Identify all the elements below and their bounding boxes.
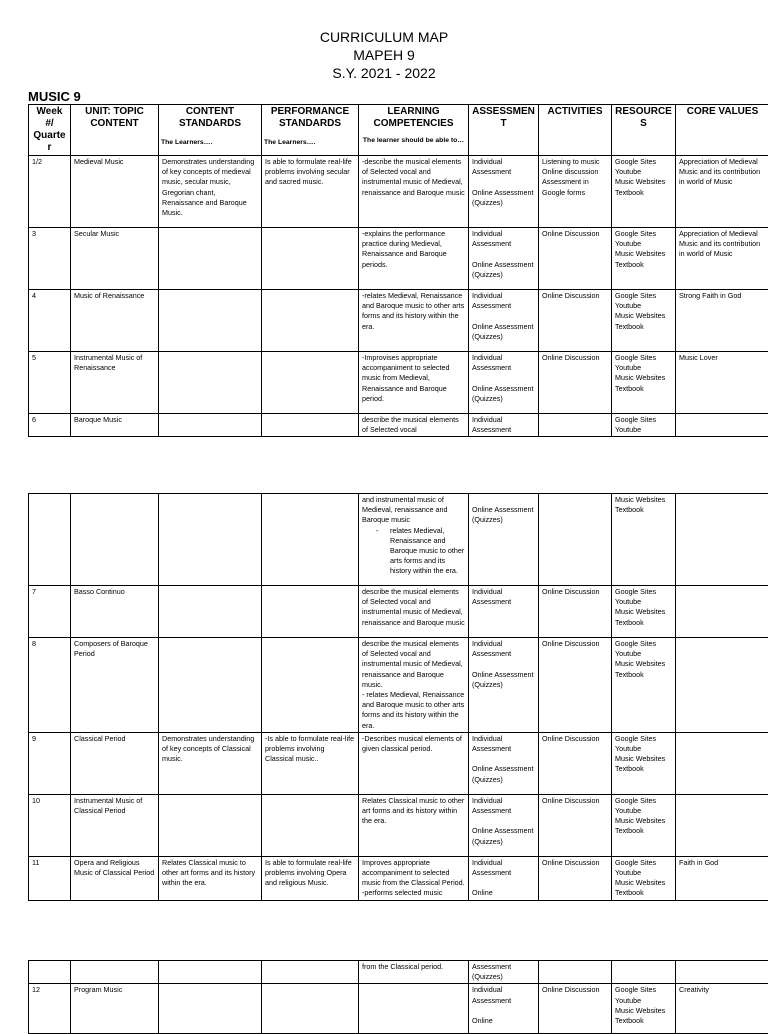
table-row: [29, 794, 768, 856]
assessment-text: Individual Assessment Online Assessment (Quizzes): [472, 796, 535, 847]
topic-text: Opera and Religious Music of Classical Period: [74, 858, 155, 878]
cell-activities: [539, 638, 612, 733]
cell-performance-standards: [262, 638, 359, 733]
learning-competencies-text: -describe the musical elements of Selected vocal and instrumental music of Medieval, renaissance and Baroque music: [362, 157, 465, 198]
cell-core-values: [676, 352, 768, 414]
cell-content-standards: [159, 638, 262, 733]
resources-text: Google Sites Youtube Music Websites Textbook: [615, 639, 672, 680]
cell-assessment: [469, 290, 539, 352]
assessment-text: Individual Assessment Online Assessment (Quizzes): [472, 291, 535, 342]
activities-text: Online Discussion: [542, 639, 608, 649]
header-label: UNIT: TOPIC CONTENT: [73, 106, 156, 130]
performance-standards-text: -Is able to formulate real-life problems involving Classical music..: [265, 734, 355, 765]
activities-text: Listening to music Online discussion Assessment in Google forms: [542, 157, 608, 198]
cell-core-values: [676, 228, 768, 290]
table-row: [29, 494, 768, 586]
cell-learning-competencies: [359, 856, 469, 900]
cell-topic: [71, 732, 159, 794]
header-sublabel: The Learners….: [264, 138, 356, 147]
assessment-text: Individual Assessment Online Assessment (Quizzes): [472, 734, 535, 785]
header-label: LEARNING COMPETENCIES: [361, 106, 466, 130]
cell-week: [29, 352, 71, 414]
cell-resources: [612, 961, 676, 984]
cell-resources: [612, 794, 676, 856]
cell-topic: [71, 290, 159, 352]
resources-text: Google Sites Youtube Music Websites Textbook: [615, 229, 672, 270]
table-row: [29, 961, 768, 984]
header-learning-competencies: [359, 105, 469, 156]
cell-performance-standards: [262, 961, 359, 984]
cell-learning-competencies: [359, 414, 469, 437]
learning-competencies-text: from the Classical period.: [362, 962, 465, 972]
week-text: 6: [32, 415, 67, 425]
cell-resources: [612, 732, 676, 794]
header-assessment: [469, 105, 539, 156]
section-label: MUSIC 9: [28, 89, 81, 104]
week-text: 11: [32, 858, 67, 868]
cell-activities: [539, 290, 612, 352]
cell-week: [29, 794, 71, 856]
cell-resources: [612, 984, 676, 1034]
activities-text: Online Discussion: [542, 734, 608, 744]
learning-competencies-text: Improves appropriate accompaniment to selected music from the Classical Period. -performs selected music: [362, 858, 465, 899]
cell-activities: [539, 856, 612, 900]
cell-learning-competencies: [359, 494, 469, 586]
assessment-text: Individual Assessment Online Assessment (Quizzes): [472, 229, 535, 280]
cell-resources: [612, 856, 676, 900]
table-row: [29, 732, 768, 794]
curriculum-table-page-1: [28, 104, 768, 437]
cell-core-values: [676, 586, 768, 638]
core-values-text: Music Lover: [679, 353, 766, 363]
content-standards-text: Relates Classical music to other art forms and its history within the era.: [162, 858, 258, 889]
week-text: 10: [32, 796, 67, 806]
assessment-text: Individual Assessment: [472, 415, 535, 435]
header-core-values: [676, 105, 768, 156]
header-sublabel: The Learners….: [161, 138, 259, 147]
cell-resources: [612, 290, 676, 352]
cell-assessment: [469, 961, 539, 984]
cell-assessment: [469, 794, 539, 856]
resources-text: Google Sites Youtube Music Websites Textbook: [615, 587, 672, 628]
learning-competencies-text: describe the musical elements of Selected vocal and instrumental music of Medieval, renaissance and Baroque music: [362, 587, 465, 628]
cell-content-standards: [159, 794, 262, 856]
header-activities: [539, 105, 612, 156]
core-values-text: Creativity: [679, 985, 766, 995]
cell-core-values: [676, 156, 768, 228]
table-row: [29, 352, 768, 414]
resources-text: Google Sites Youtube Music Websites Textbook: [615, 858, 672, 899]
activities-text: Online Discussion: [542, 353, 608, 363]
cell-resources: [612, 156, 676, 228]
header-week: [29, 105, 71, 156]
activities-text: Online Discussion: [542, 587, 608, 597]
topic-text: Medieval Music: [74, 157, 155, 167]
cell-resources: [612, 638, 676, 733]
cell-week: [29, 228, 71, 290]
content-standards-text: Demonstrates understanding of key concepts of medieval music, secular music, Gregorian chant, Renaissance and Baroque Music.: [162, 157, 258, 218]
cell-content-standards: [159, 228, 262, 290]
cell-week: [29, 586, 71, 638]
cell-core-values: [676, 414, 768, 437]
cell-week: [29, 961, 71, 984]
cell-assessment: [469, 984, 539, 1034]
cell-learning-competencies: [359, 794, 469, 856]
list-item-text: relates Medieval, Renaissance and Baroque music to other arts forms and its history within the era.: [390, 526, 464, 576]
learning-competencies-text: -Describes musical elements of given classical period.: [362, 734, 465, 754]
performance-standards-text: Is able to formulate real-life problems involving Opera and religious Music.: [265, 858, 355, 889]
school-year: S.Y. 2021 - 2022: [0, 64, 768, 82]
cell-core-values: [676, 732, 768, 794]
core-values-text: Appreciation of Medieval Music and its contribution in world of Music: [679, 157, 766, 188]
learning-competencies-text: -explains the performance practice during Medieval, Renaissance and Baroque periods.: [362, 229, 465, 270]
cell-assessment: [469, 352, 539, 414]
cell-assessment: [469, 856, 539, 900]
cell-topic: [71, 856, 159, 900]
cell-activities: [539, 586, 612, 638]
cell-topic: [71, 638, 159, 733]
cell-topic: [71, 586, 159, 638]
cell-content-standards: [159, 984, 262, 1034]
cell-activities: [539, 494, 612, 586]
cell-performance-standards: [262, 984, 359, 1034]
cell-learning-competencies: [359, 961, 469, 984]
resources-text: Music Websites Textbook: [615, 495, 672, 515]
topic-text: Instrumental Music of Renaissance: [74, 353, 155, 373]
cell-content-standards: [159, 494, 262, 586]
learning-competencies-text: describe the musical elements of Selected vocal: [362, 415, 465, 435]
cell-assessment: [469, 228, 539, 290]
curriculum-table-page-2: [28, 493, 768, 901]
activities-text: Online Discussion: [542, 796, 608, 806]
cell-activities: [539, 228, 612, 290]
cell-topic: [71, 794, 159, 856]
cell-activities: [539, 352, 612, 414]
cell-week: [29, 984, 71, 1034]
cell-content-standards: [159, 290, 262, 352]
cell-activities: [539, 961, 612, 984]
cell-week: [29, 156, 71, 228]
week-text: 8: [32, 639, 67, 649]
week-text: 1/2: [32, 157, 67, 167]
cell-content-standards: [159, 586, 262, 638]
performance-standards-text: Is able to formulate real-life problems involving secular and sacred music.: [265, 157, 355, 188]
cell-week: [29, 494, 71, 586]
cell-performance-standards: [262, 794, 359, 856]
cell-learning-competencies: [359, 638, 469, 733]
resources-text: Google Sites Youtube: [615, 415, 672, 435]
list-marker: -: [376, 526, 390, 536]
cell-week: [29, 638, 71, 733]
cell-core-values: [676, 794, 768, 856]
activities-text: Online Discussion: [542, 229, 608, 239]
week-text: 3: [32, 229, 67, 239]
header-label: RESOURCES: [614, 106, 673, 130]
header-label: CONTENT STANDARDS: [161, 106, 259, 130]
assessment-text: Individual Assessment Online: [472, 985, 535, 1026]
cell-activities: [539, 414, 612, 437]
cell-learning-competencies: [359, 352, 469, 414]
topic-text: Composers of Baroque Period: [74, 639, 155, 659]
cell-performance-standards: [262, 586, 359, 638]
content-standards-text: Demonstrates understanding of key concepts of Classical music.: [162, 734, 258, 765]
cell-resources: [612, 228, 676, 290]
table-row: [29, 856, 768, 900]
assessment-text: Individual Assessment Online Assessment (Quizzes): [472, 157, 535, 208]
resources-text: Google Sites Youtube Music Websites Textbook: [615, 157, 672, 198]
cell-learning-competencies: [359, 228, 469, 290]
cell-resources: [612, 414, 676, 437]
cell-performance-standards: [262, 494, 359, 586]
cell-resources: [612, 586, 676, 638]
table-row: [29, 414, 768, 437]
cell-topic: [71, 984, 159, 1034]
cell-learning-competencies: [359, 586, 469, 638]
cell-content-standards: [159, 352, 262, 414]
table-row: [29, 156, 768, 228]
table-row: [29, 290, 768, 352]
cell-learning-competencies: [359, 732, 469, 794]
cell-learning-competencies: [359, 156, 469, 228]
cell-topic: [71, 414, 159, 437]
learning-competencies-text: Relates Classical music to other art forms and its history within the era.: [362, 796, 465, 827]
activities-text: Online Discussion: [542, 858, 608, 868]
resources-text: Google Sites Youtube Music Websites Textbook: [615, 291, 672, 332]
header-sublabel: The learner should be able to…: [361, 136, 466, 145]
assessment-text: Assessment (Quizzes): [472, 962, 535, 982]
cell-performance-standards: [262, 290, 359, 352]
cell-content-standards: [159, 414, 262, 437]
cell-topic: [71, 228, 159, 290]
cell-resources: [612, 352, 676, 414]
cell-week: [29, 732, 71, 794]
assessment-text: Individual Assessment: [472, 587, 535, 607]
header-label: PERFORMANCE STANDARDS: [264, 106, 356, 130]
resources-text: Google Sites Youtube Music Websites Textbook: [615, 353, 672, 394]
document-title: CURRICULUM MAP: [0, 28, 768, 46]
cell-topic: [71, 494, 159, 586]
core-values-text: Strong Faith in God: [679, 291, 766, 301]
cell-content-standards: [159, 961, 262, 984]
cell-activities: [539, 984, 612, 1034]
header-label: ASSESSMENT: [471, 106, 536, 130]
topic-text: Basso Continuo: [74, 587, 155, 597]
cell-performance-standards: [262, 732, 359, 794]
curriculum-table-page-3: [28, 960, 768, 1034]
competency-list-item: [362, 526, 465, 577]
cell-performance-standards: [262, 352, 359, 414]
topic-text: Program Music: [74, 985, 155, 995]
cell-activities: [539, 156, 612, 228]
week-text: 7: [32, 587, 67, 597]
header-label: CORE VALUES: [678, 106, 767, 118]
assessment-text: Individual Assessment Online Assessment (Quizzes): [472, 353, 535, 404]
cell-assessment: [469, 732, 539, 794]
learning-competencies-text: and instrumental music of Medieval, renaissance and Baroque music: [362, 495, 465, 526]
resources-text: Google Sites Youtube Music Websites Textbook: [615, 734, 672, 775]
cell-assessment: [469, 586, 539, 638]
topic-text: Instrumental Music of Classical Period: [74, 796, 155, 816]
topic-text: Baroque Music: [74, 415, 155, 425]
cell-topic: [71, 352, 159, 414]
cell-assessment: [469, 638, 539, 733]
week-text: 12: [32, 985, 67, 995]
resources-text: Google Sites Youtube Music Websites Textbook: [615, 796, 672, 837]
cell-activities: [539, 732, 612, 794]
learning-competencies-text: -Improvises appropriate accompaniment to selected music from Medieval, Renaissance and Baroque period.: [362, 353, 465, 404]
document-title-block: [0, 28, 768, 82]
cell-week: [29, 290, 71, 352]
cell-week: [29, 856, 71, 900]
topic-text: Secular Music: [74, 229, 155, 239]
topic-text: Music of Renaissance: [74, 291, 155, 301]
core-values-text: Appreciation of Medieval Music and its contribution in world of Music: [679, 229, 766, 260]
table-header-row: [29, 105, 768, 156]
cell-performance-standards: [262, 414, 359, 437]
cell-assessment: [469, 156, 539, 228]
cell-performance-standards: [262, 856, 359, 900]
table-row: [29, 228, 768, 290]
cell-assessment: [469, 414, 539, 437]
cell-week: [29, 414, 71, 437]
cell-resources: [612, 494, 676, 586]
learning-competencies-text: describe the musical elements of Selected vocal and instrumental music of Medieval, renaissance and Baroque music. - relates Medieval, Renaissance and Baroque music to other arts forms and its history within the era.: [362, 639, 465, 731]
cell-core-values: [676, 494, 768, 586]
cell-learning-competencies: [359, 984, 469, 1034]
table-row: [29, 984, 768, 1034]
cell-core-values: [676, 961, 768, 984]
assessment-text: Online Assessment (Quizzes): [472, 495, 535, 526]
week-text: 9: [32, 734, 67, 744]
activities-text: Online Discussion: [542, 291, 608, 301]
table-row: [29, 638, 768, 733]
cell-assessment: [469, 494, 539, 586]
week-text: 4: [32, 291, 67, 301]
header-resources: [612, 105, 676, 156]
cell-core-values: [676, 638, 768, 733]
cell-topic: [71, 961, 159, 984]
assessment-text: Individual Assessment Online Assessment (Quizzes): [472, 639, 535, 690]
cell-topic: [71, 156, 159, 228]
cell-core-values: [676, 856, 768, 900]
cell-performance-standards: [262, 228, 359, 290]
week-text: 5: [32, 353, 67, 363]
header-content-standards: [159, 105, 262, 156]
assessment-text: Individual Assessment Online: [472, 858, 535, 899]
cell-content-standards: [159, 732, 262, 794]
cell-performance-standards: [262, 156, 359, 228]
cell-learning-competencies: [359, 290, 469, 352]
cell-core-values: [676, 984, 768, 1034]
core-values-text: Faith in God: [679, 858, 766, 868]
learning-competencies-text: -relates Medieval, Renaissance and Baroque music to other arts forms and its history within the era.: [362, 291, 465, 332]
table-row: [29, 586, 768, 638]
header-topic: [71, 105, 159, 156]
cell-activities: [539, 794, 612, 856]
activities-text: Online Discussion: [542, 985, 608, 995]
header-label: ACTIVITIES: [541, 106, 609, 118]
topic-text: Classical Period: [74, 734, 155, 744]
cell-core-values: [676, 290, 768, 352]
header-label: Week #/ Quarte r: [31, 106, 68, 154]
cell-content-standards: [159, 856, 262, 900]
subject-title: MAPEH 9: [0, 46, 768, 64]
resources-text: Google Sites Youtube Music Websites Textbook: [615, 985, 672, 1026]
header-performance-standards: [262, 105, 359, 156]
cell-content-standards: [159, 156, 262, 228]
